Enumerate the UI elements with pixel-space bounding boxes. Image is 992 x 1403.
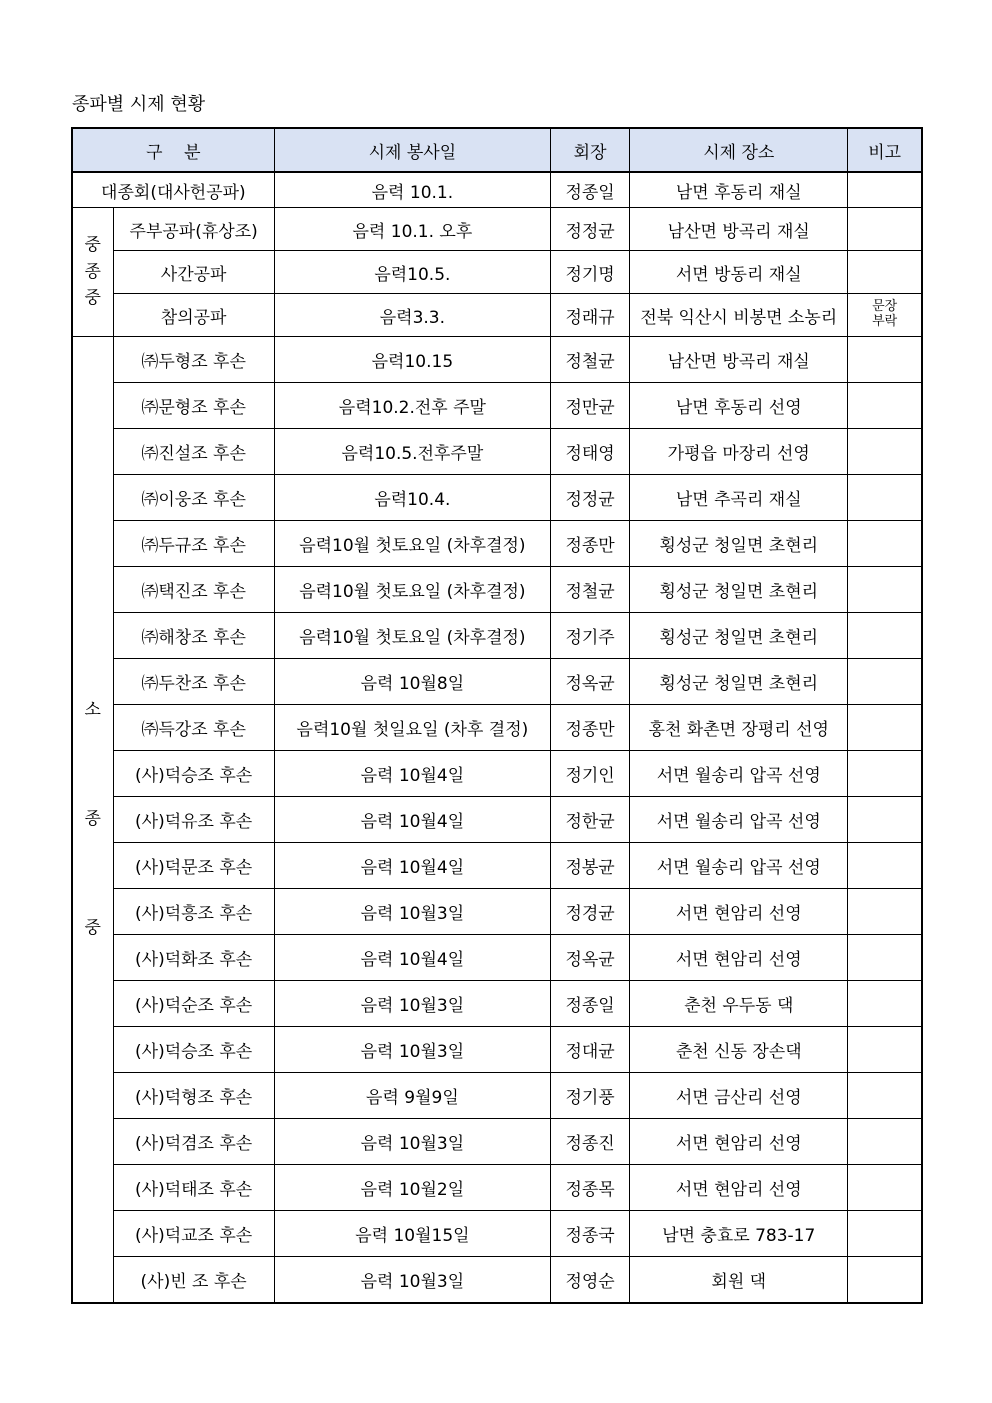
row-note	[848, 251, 922, 294]
row-name: (사)덕승조 후손	[113, 751, 274, 797]
row-note	[848, 935, 922, 981]
row-chair: 정영순	[551, 1257, 630, 1304]
row-place: 가평읍 마장리 선영	[630, 429, 848, 475]
row-chair: 정종만	[551, 705, 630, 751]
group-label-char: 중	[84, 288, 101, 309]
row-place: 서면 월송리 압곡 선영	[630, 843, 848, 889]
group-label	[72, 208, 113, 337]
row-note	[848, 889, 922, 935]
table-row	[72, 705, 922, 751]
row-date: 음력 10월2일	[274, 1165, 550, 1211]
table-row	[72, 251, 922, 294]
row-chair: 정봉균	[551, 843, 630, 889]
row-name: ㈜이웅조 후손	[113, 475, 274, 521]
schedule-table	[71, 127, 923, 1304]
row-chair: 정만균	[551, 383, 630, 429]
row-note	[848, 659, 922, 705]
table-row	[72, 383, 922, 429]
row-place: 서면 월송리 압곡 선영	[630, 797, 848, 843]
row-note	[848, 1211, 922, 1257]
row-name: ㈜두규조 후손	[113, 521, 274, 567]
row-chair: 정종만	[551, 521, 630, 567]
row-name: (사)덕교조 후손	[113, 1211, 274, 1257]
row-note	[848, 751, 922, 797]
row-place: 횡성군 청일면 초현리	[630, 659, 848, 705]
row-name: 참의공파	[113, 294, 274, 337]
row-date: 음력 10월3일	[274, 1027, 550, 1073]
row-date: 음력 10월4일	[274, 751, 550, 797]
row-chair: 정래규	[551, 294, 630, 337]
table-row	[72, 475, 922, 521]
row-name: ㈜문형조 후손	[113, 383, 274, 429]
row-date: 음력 10월3일	[274, 981, 550, 1027]
row-note	[848, 705, 922, 751]
group-label-char: 중	[84, 235, 101, 256]
row-note	[848, 843, 922, 889]
row-place: 서면 금산리 선영	[630, 1073, 848, 1119]
table-row	[72, 567, 922, 613]
row-date: 음력10월 첫토요일 (차후결정)	[274, 521, 550, 567]
header-place: 시제 장소	[630, 128, 848, 172]
row-place: 남면 추곡리 재실	[630, 475, 848, 521]
row-date: 음력10.4.	[274, 475, 550, 521]
row-note	[848, 172, 922, 208]
row-place: 서면 현암리 선영	[630, 935, 848, 981]
row-note	[848, 613, 922, 659]
row-date: 음력 10월15일	[274, 1211, 550, 1257]
table-row	[72, 889, 922, 935]
row-name: (사)덕유조 후손	[113, 797, 274, 843]
table-row	[72, 294, 922, 337]
row-name: (사)빈 조 후손	[113, 1257, 274, 1304]
row-date: 음력 9월9일	[274, 1073, 550, 1119]
row-place: 횡성군 청일면 초현리	[630, 521, 848, 567]
row-note	[848, 475, 922, 521]
row-date: 음력 10월8일	[274, 659, 550, 705]
row-name: ㈜해창조 후손	[113, 613, 274, 659]
row-date: 음력 10.1. 오후	[274, 208, 550, 251]
row-name: (사)덕문조 후손	[113, 843, 274, 889]
row-date: 음력3.3.	[274, 294, 550, 337]
row-date: 음력 10월3일	[274, 889, 550, 935]
group-label-char: 종	[84, 809, 101, 830]
row-note	[848, 1257, 922, 1304]
row-note	[848, 1027, 922, 1073]
header-note: 비고	[848, 128, 922, 172]
table-row	[72, 1119, 922, 1165]
row-date: 음력10월 첫토요일 (차후결정)	[274, 567, 550, 613]
row-place: 춘천 신동 장손댁	[630, 1027, 848, 1073]
row-date: 음력 10월4일	[274, 843, 550, 889]
row-chair: 정정균	[551, 475, 630, 521]
row-date: 음력 10월4일	[274, 797, 550, 843]
table-row	[72, 337, 922, 383]
group-label-char: 중	[84, 917, 101, 938]
row-chair: 정기풍	[551, 1073, 630, 1119]
row-chair: 정기인	[551, 751, 630, 797]
row-note	[848, 429, 922, 475]
row-chair: 정기명	[551, 251, 630, 294]
group-label-char: 소	[84, 700, 101, 721]
row-place: 서면 현암리 선영	[630, 889, 848, 935]
row-date: 음력10.15	[274, 337, 550, 383]
header-date: 시제 봉사일	[274, 128, 550, 172]
row-date: 음력 10월3일	[274, 1119, 550, 1165]
row-name: (사)덕순조 후손	[113, 981, 274, 1027]
table-row	[72, 1211, 922, 1257]
row-name: ㈜두형조 후손	[113, 337, 274, 383]
row-chair: 정철균	[551, 337, 630, 383]
row-name: (사)덕화조 후손	[113, 935, 274, 981]
table-row	[72, 613, 922, 659]
row-chair: 정종국	[551, 1211, 630, 1257]
row-chair: 정정균	[551, 208, 630, 251]
row-place: 춘천 우두동 댁	[630, 981, 848, 1027]
row-place: 회원 댁	[630, 1257, 848, 1304]
table-row	[72, 797, 922, 843]
row-chair: 정태영	[551, 429, 630, 475]
table-row	[72, 208, 922, 251]
row-chair: 정옥균	[551, 659, 630, 705]
row-place: 횡성군 청일면 초현리	[630, 613, 848, 659]
table-row	[72, 659, 922, 705]
row-chair: 정옥균	[551, 935, 630, 981]
row-name: 주부공파(휴상조)	[113, 208, 274, 251]
row-place: 남산면 방곡리 재실	[630, 208, 848, 251]
row-note	[848, 1119, 922, 1165]
row-name: (사)덕승조 후손	[113, 1027, 274, 1073]
row-place: 남면 후동리 선영	[630, 383, 848, 429]
table-row	[72, 1073, 922, 1119]
row-place: 서면 현암리 선영	[630, 1119, 848, 1165]
row-place: 서면 월송리 압곡 선영	[630, 751, 848, 797]
row-date: 음력 10.1.	[274, 172, 550, 208]
row-chair: 정경균	[551, 889, 630, 935]
row-note	[848, 981, 922, 1027]
row-chair: 정대균	[551, 1027, 630, 1073]
row-place: 서면 현암리 선영	[630, 1165, 848, 1211]
row-place: 남산면 방곡리 재실	[630, 337, 848, 383]
row-name: 대종회(대사헌공파)	[72, 172, 274, 208]
row-place: 전북 익산시 비봉면 소농리	[630, 294, 848, 337]
row-name: (사)덕겸조 후손	[113, 1119, 274, 1165]
table-row	[72, 1165, 922, 1211]
row-note	[848, 1073, 922, 1119]
table-row	[72, 1257, 922, 1304]
row-note	[848, 383, 922, 429]
row-chair: 정기주	[551, 613, 630, 659]
table-row	[72, 981, 922, 1027]
row-date: 음력10.2.전후 주말	[274, 383, 550, 429]
table-row	[72, 521, 922, 567]
row-chair: 정종일	[551, 172, 630, 208]
row-place: 횡성군 청일면 초현리	[630, 567, 848, 613]
row-place: 남면 후동리 재실	[630, 172, 848, 208]
row-note	[848, 567, 922, 613]
row-chair: 정종일	[551, 981, 630, 1027]
row-date: 음력 10월4일	[274, 935, 550, 981]
row-place: 홍천 화촌면 장평리 선영	[630, 705, 848, 751]
row-chair: 정종진	[551, 1119, 630, 1165]
table-row	[72, 1027, 922, 1073]
row-date: 음력 10월3일	[274, 1257, 550, 1304]
row-chair: 정한균	[551, 797, 630, 843]
group-label-char: 종	[84, 261, 101, 282]
row-chair: 정철균	[551, 567, 630, 613]
header-row	[72, 128, 922, 172]
row-note	[848, 521, 922, 567]
table-row	[72, 935, 922, 981]
row-name: ㈜진설조 후손	[113, 429, 274, 475]
row-note	[848, 797, 922, 843]
header-category: 구 분	[72, 128, 274, 172]
row-chair: 정종목	[551, 1165, 630, 1211]
row-note	[848, 208, 922, 251]
header-chair: 회장	[551, 128, 630, 172]
row-note	[848, 337, 922, 383]
row-name: (사)덕흥조 후손	[113, 889, 274, 935]
table-row	[72, 751, 922, 797]
table-row	[72, 843, 922, 889]
row-place: 남면 충효로 783-17	[630, 1211, 848, 1257]
row-date: 음력10.5.전후주말	[274, 429, 550, 475]
row-note	[848, 1165, 922, 1211]
row-place: 서면 방동리 재실	[630, 251, 848, 294]
table-row	[72, 429, 922, 475]
row-name: (사)덕태조 후손	[113, 1165, 274, 1211]
group-label	[72, 337, 113, 1304]
row-date: 음력10월 첫토요일 (차후결정)	[274, 613, 550, 659]
row-date: 음력10.5.	[274, 251, 550, 294]
page-title: 종파별 시제 현황	[72, 94, 206, 115]
row-name: ㈜택진조 후손	[113, 567, 274, 613]
row-name: ㈜득강조 후손	[113, 705, 274, 751]
row-name: 사간공파	[113, 251, 274, 294]
table-row	[72, 172, 922, 208]
row-note: 문장 부락	[848, 294, 922, 337]
row-name: ㈜두찬조 후손	[113, 659, 274, 705]
row-name: (사)덕형조 후손	[113, 1073, 274, 1119]
row-date: 음력10월 첫일요일 (차후 결정)	[274, 705, 550, 751]
